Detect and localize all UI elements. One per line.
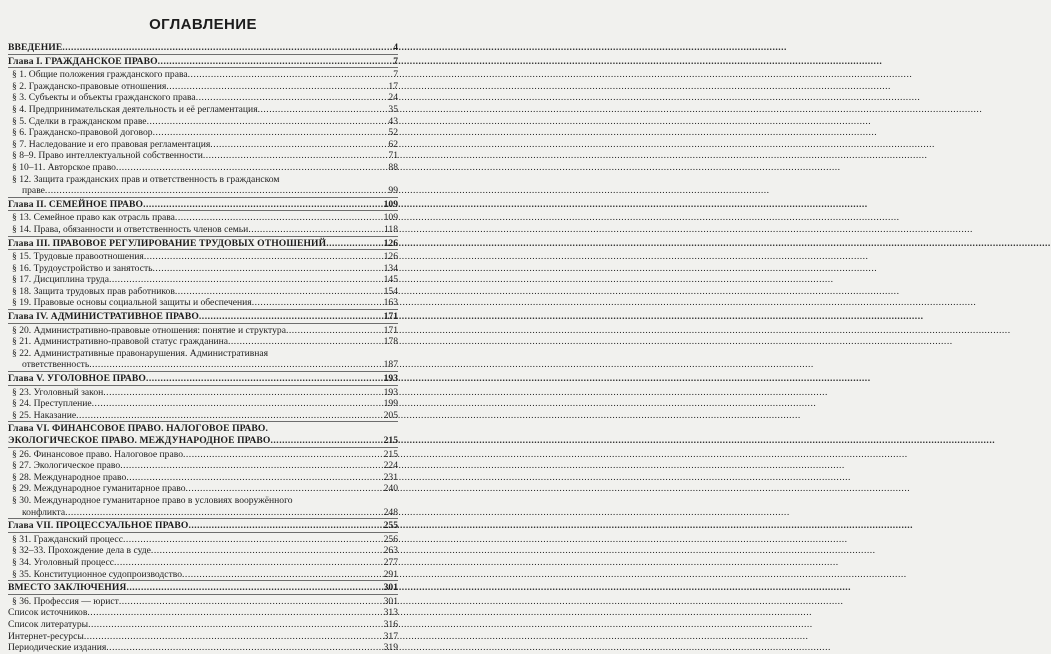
toc-page-number: 88 xyxy=(388,161,398,173)
toc-leader-dots xyxy=(120,460,382,472)
toc-leader-dots xyxy=(248,224,383,236)
toc-entry-label: § 6. Гражданско-правовой договор xyxy=(12,127,153,139)
toc-entry-label: § 21. Административно-правовой статус гражданина xyxy=(12,336,228,348)
toc-entry xyxy=(8,323,398,337)
toc-entry xyxy=(8,359,398,371)
toc-page-number: 301 xyxy=(383,595,398,607)
toc-chapter xyxy=(8,518,398,532)
toc-page-number: 99 xyxy=(388,185,398,197)
toc-entry-label: Глава II. СЕМЕЙНОЕ ПРАВО xyxy=(8,198,144,210)
toc-entry-label: § 3. Субъекты и объекты гражданского права xyxy=(12,92,196,104)
toc-entry xyxy=(8,348,398,360)
toc-leader-dots xyxy=(153,263,383,275)
toc-entry-label: § 24. Преступление xyxy=(12,398,92,410)
toc-entry xyxy=(8,174,398,186)
toc-page-number: 171 xyxy=(383,324,398,336)
toc-entry xyxy=(8,81,398,93)
toc-page-number: 109 xyxy=(383,198,398,210)
toc-leader-dots xyxy=(109,274,383,286)
toc-entry-label: Глава V. УГОЛОВНОЕ ПРАВО xyxy=(8,373,146,385)
toc-page xyxy=(0,0,410,654)
toc-entry xyxy=(8,460,398,472)
toc-entry xyxy=(8,495,398,507)
toc-leader-dots xyxy=(183,449,383,461)
toc-page-number: 126 xyxy=(383,251,398,263)
toc-entry xyxy=(8,139,398,151)
toc-entry xyxy=(8,274,398,286)
toc-entry xyxy=(8,104,398,116)
toc-entry-label: § 31. Гражданский процесс xyxy=(12,533,123,545)
toc-page-number: 71 xyxy=(388,150,398,162)
toc-entry xyxy=(8,92,398,104)
toc-entry-label: § 35. Конституционное судопроизводство xyxy=(12,568,183,580)
toc-entry xyxy=(8,224,398,236)
toc-entry-label: § 10–11. Авторское право xyxy=(12,161,116,173)
toc-entry-label: Список источников xyxy=(8,607,88,619)
toc-page-number: 62 xyxy=(388,138,398,150)
toc-entry-label: § 17. Дисциплина труда xyxy=(12,274,109,286)
toc-page-number: 193 xyxy=(383,373,398,385)
toc-leader-dots xyxy=(151,545,383,557)
toc-entry xyxy=(8,569,398,581)
toc-leader-dots xyxy=(146,373,383,385)
toc-entry-label: § 26. Финансовое право. Налоговое право xyxy=(12,448,183,460)
toc-entry-label: § 15. Трудовые правоотношения xyxy=(12,251,144,263)
toc-chapter xyxy=(8,421,398,435)
toc-page-number: 178 xyxy=(383,336,398,348)
toc-page-number: 17 xyxy=(388,80,398,92)
toc-entry-label: § 4. Предпринимательская деятельность и её регламентация xyxy=(12,103,258,115)
toc-page-number: 301 xyxy=(383,582,398,594)
toc-leader-dots xyxy=(228,336,383,348)
toc-leader-dots xyxy=(45,185,383,197)
toc-chapter xyxy=(8,580,398,594)
toc-page-number: 4 xyxy=(393,42,398,53)
toc-entry xyxy=(8,545,398,557)
toc-entry xyxy=(8,116,398,128)
toc-page-number: 199 xyxy=(383,398,398,410)
toc-entry-label: § 7. Наследование и его правовая регламентация xyxy=(12,138,211,150)
toc-chapter xyxy=(8,54,398,68)
toc-entry xyxy=(8,594,398,608)
toc-entry-label: § 12. Защита гражданских прав и ответственность в гражданском xyxy=(12,173,280,185)
toc-leader-dots xyxy=(126,582,382,594)
toc-leader-dots xyxy=(182,569,383,581)
toc-entry-label: § 1. Общие положения гражданского права xyxy=(12,69,188,81)
toc-entry xyxy=(8,336,398,348)
toc-entry xyxy=(8,398,398,410)
toc-leader-dots xyxy=(76,410,382,422)
toc-leader-dots xyxy=(210,139,383,151)
toc-leader-dots xyxy=(326,238,382,250)
toc-leader-dots xyxy=(87,607,382,619)
toc-entry-label: Глава IV. АДМИНИСТРАТИВНОЕ ПРАВО xyxy=(8,311,199,323)
toc-chapter xyxy=(8,309,398,323)
toc-leader-dots xyxy=(119,596,383,608)
toc-leader-dots xyxy=(126,472,382,484)
toc-leader-dots xyxy=(123,534,383,546)
toc-entry xyxy=(8,532,398,546)
toc-entry-label: праве xyxy=(22,185,45,197)
toc-entry-label: § 8–9. Право интеллектуальной собственности xyxy=(12,150,203,162)
toc-entry-label: § 20. Административно-правовые отношения: понятие и структура xyxy=(12,324,286,336)
toc-page-number: 231 xyxy=(383,471,398,483)
table-of-contents xyxy=(8,42,398,654)
toc-page-number: 240 xyxy=(383,483,398,495)
toc-page-number: 43 xyxy=(388,115,398,127)
toc-entry xyxy=(8,472,398,484)
toc-entry-label: § 22. Административные правонарушения. Административная xyxy=(12,347,269,359)
toc-leader-dots xyxy=(103,387,382,399)
toc-leader-dots xyxy=(252,297,383,309)
toc-leader-dots xyxy=(144,251,383,263)
toc-page-number: 7 xyxy=(393,69,398,81)
toc-page-number: 171 xyxy=(383,311,398,323)
toc-page-number: 319 xyxy=(383,642,398,654)
toc-entry-label: § 19. Правовые основы социальной защиты и обеспечения xyxy=(12,297,252,309)
toc-page-number: 248 xyxy=(383,506,398,518)
toc-page-number: 126 xyxy=(383,237,398,249)
toc-entry-label: Глава I. ГРАЖДАНСКОЕ ПРАВО xyxy=(8,55,158,67)
toc-entry xyxy=(8,286,398,298)
toc-entry xyxy=(8,249,398,263)
toc-leader-dots xyxy=(175,286,383,298)
toc-entry-label: Периодические издания xyxy=(8,642,107,654)
toc-entry-label: § 14. Права, обязанности и ответственность членов семьи xyxy=(12,223,249,235)
toc-entry-label: ЭКОЛОГИЧЕСКОЕ ПРАВО. МЕЖДУНАРОДНОЕ ПРАВО xyxy=(8,435,271,446)
toc-leader-dots xyxy=(89,359,382,371)
toc-entry xyxy=(8,67,398,81)
toc-leader-dots xyxy=(271,435,383,447)
toc-chapter xyxy=(8,197,398,211)
toc-entry-label: § 18. Защита трудовых прав работников xyxy=(12,285,175,297)
toc-page-number: 317 xyxy=(383,630,398,642)
toc-page-number: 316 xyxy=(383,618,398,630)
toc-entry xyxy=(8,631,398,643)
toc-entry-label: § 34. Уголовный процесс xyxy=(12,556,115,568)
toc-page-number: 224 xyxy=(383,460,398,472)
toc-entry xyxy=(8,557,398,569)
toc-leader-dots xyxy=(143,199,383,211)
toc-chapter xyxy=(8,435,398,447)
toc-entry xyxy=(8,150,398,162)
toc-leader-dots xyxy=(199,311,383,323)
toc-page-number: 263 xyxy=(383,545,398,557)
toc-leader-dots xyxy=(84,631,383,643)
toc-page-number: 277 xyxy=(383,556,398,568)
toc-entry xyxy=(8,263,398,275)
toc-entry xyxy=(8,642,398,654)
toc-leader-dots xyxy=(92,398,383,410)
toc-page-number: 291 xyxy=(383,568,398,580)
toc-page-number: 145 xyxy=(383,274,398,286)
toc-entry-label: Глава III. ПРАВОВОЕ РЕГУЛИРОВАНИЕ ТРУДОВЫХ ОТНОШЕНИЙ xyxy=(8,237,327,249)
toc-entry xyxy=(8,297,398,309)
page-title: ОГЛАВЛЕНИЕ xyxy=(149,16,257,33)
toc-page-number: 215 xyxy=(383,448,398,460)
toc-leader-dots xyxy=(153,127,383,139)
toc-leader-dots xyxy=(196,92,383,104)
toc-entry-label: конфликта xyxy=(22,506,66,518)
toc-entry-label: § 30. Международное гуманитарное право в условиях вооружённого xyxy=(12,494,293,506)
toc-entry-label: § 13. Семейное право как отрасль права xyxy=(12,212,175,224)
toc-page-number: 154 xyxy=(383,285,398,297)
toc-page-number: 187 xyxy=(383,359,398,371)
toc-entry-label: § 25. Наказание xyxy=(12,409,77,421)
toc-page-number: 215 xyxy=(383,435,398,446)
toc-page-number: 35 xyxy=(388,103,398,115)
toc-entry-label: Глава VII. ПРОЦЕССУАЛЬНОЕ ПРАВО xyxy=(8,520,189,532)
toc-page-number: 255 xyxy=(383,520,398,532)
toc-leader-dots xyxy=(88,619,383,631)
toc-entry-label: ВМЕСТО ЗАКЛЮЧЕНИЯ xyxy=(8,582,127,594)
toc-page-number: 7 xyxy=(393,55,398,67)
toc-entry xyxy=(8,447,398,461)
toc-entry xyxy=(8,483,398,495)
toc-entry-label: § 23. Уголовный закон xyxy=(12,386,104,398)
toc-entry xyxy=(8,410,398,422)
toc-page-number: 313 xyxy=(383,607,398,619)
toc-page-number: 109 xyxy=(383,212,398,224)
toc-leader-dots xyxy=(62,42,383,54)
toc-entry xyxy=(8,162,398,174)
toc-entry-label: Список литературы xyxy=(8,618,89,630)
toc-entry-label: ответственность xyxy=(22,359,90,371)
toc-page-number: 193 xyxy=(383,386,398,398)
toc-leader-dots xyxy=(203,150,383,162)
toc-chapter xyxy=(8,42,398,54)
toc-entry xyxy=(8,127,398,139)
toc-leader-dots xyxy=(258,104,383,116)
toc-page-number: 205 xyxy=(383,409,398,421)
toc-entry-label: ВВЕДЕНИЕ xyxy=(8,42,63,53)
toc-entry-label: § 28. Международное право xyxy=(12,471,127,483)
toc-leader-dots xyxy=(106,642,382,654)
toc-entry-label: Интернет-ресурсы xyxy=(8,630,84,642)
toc-entry-label: § 27. Экологическое право xyxy=(12,460,121,472)
toc-entry-label: § 29. Международное гуманитарное право xyxy=(12,483,186,495)
toc-entry-label: § 2. Гражданско-правовые отношения xyxy=(12,80,167,92)
toc-leader-dots xyxy=(147,116,383,128)
toc-entry xyxy=(8,619,398,631)
toc-entry-label: Глава VI. ФИНАНСОВОЕ ПРАВО. НАЛОГОВОЕ ПРАВО. xyxy=(8,423,268,435)
toc-chapter xyxy=(8,236,398,250)
toc-entry xyxy=(8,185,398,197)
toc-entry-label: § 32–33. Прохождение дела в суде xyxy=(12,545,151,557)
toc-entry xyxy=(8,210,398,224)
toc-leader-dots xyxy=(114,557,383,569)
toc-leader-dots xyxy=(188,520,382,532)
toc-leader-dots xyxy=(175,212,383,224)
toc-entry xyxy=(8,607,398,619)
toc-leader-dots xyxy=(188,69,383,81)
toc-page-number: 24 xyxy=(388,92,398,104)
toc-leader-dots xyxy=(286,325,383,337)
toc-leader-dots xyxy=(65,507,383,519)
toc-entry-label: § 5. Сделки в гражданском праве xyxy=(12,115,147,127)
toc-entry-label: § 36. Профессия — юрист xyxy=(12,595,119,607)
toc-page-number: 118 xyxy=(383,223,398,235)
toc-leader-dots xyxy=(186,483,383,495)
toc-entry-label: § 16. Трудоустройство и занятость xyxy=(12,262,153,274)
toc-leader-dots xyxy=(166,81,383,93)
toc-page-number: 163 xyxy=(383,297,398,309)
toc-leader-dots xyxy=(158,56,383,68)
toc-page-number: 52 xyxy=(388,127,398,139)
toc-chapter xyxy=(8,371,398,385)
toc-entry xyxy=(8,507,398,519)
toc-page-number: 134 xyxy=(383,262,398,274)
toc-entry xyxy=(8,385,398,399)
toc-leader-dots xyxy=(116,162,383,174)
toc-page-number: 256 xyxy=(383,533,398,545)
